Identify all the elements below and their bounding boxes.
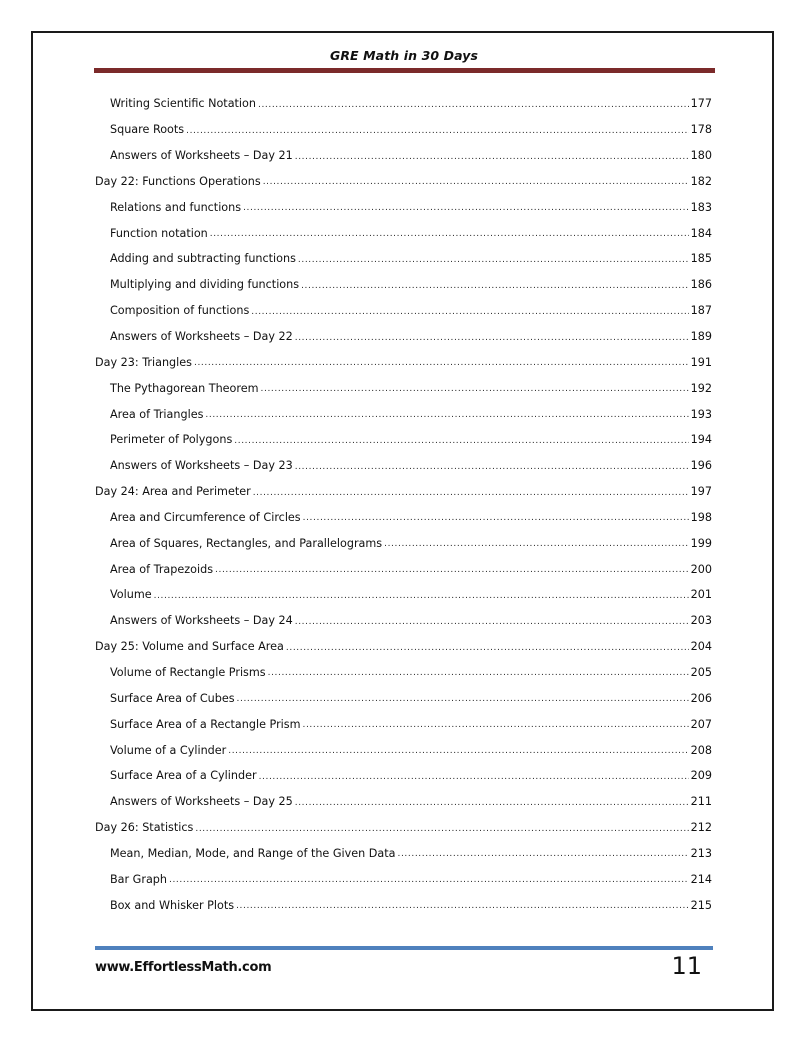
header-divider <box>94 68 715 73</box>
toc-entry-title: Square Roots <box>110 123 185 137</box>
toc-entry-page: 196 <box>690 459 712 473</box>
toc-dot-leader <box>295 462 689 472</box>
toc-dot-leader <box>295 798 689 808</box>
toc-entry-page: 206 <box>690 691 712 705</box>
toc-entry-title: Writing Scientific Notation <box>110 97 256 111</box>
toc-entry-title: Day 26: Statistics <box>95 821 194 835</box>
toc-entry-title: Area and Circumference of Circles <box>110 510 301 524</box>
toc-dot-leader <box>251 307 688 317</box>
toc-chapter-entry[interactable] <box>95 634 712 660</box>
toc-entry-page: 180 <box>690 149 712 163</box>
toc-entry-page: 205 <box>690 665 712 679</box>
toc-dot-leader <box>210 229 689 239</box>
toc-section-entry[interactable] <box>95 505 712 531</box>
toc-entry-page: 208 <box>690 743 712 757</box>
toc-dot-leader <box>215 565 689 575</box>
toc-entry-page: 178 <box>690 123 712 137</box>
toc-dot-leader <box>259 772 689 782</box>
toc-dot-leader <box>298 255 689 265</box>
toc-entry-page: 197 <box>690 485 712 499</box>
footer-divider <box>95 946 713 950</box>
toc-entry-page: 185 <box>690 252 712 266</box>
toc-section-entry[interactable] <box>95 375 712 401</box>
toc-entry-page: 192 <box>690 381 712 395</box>
toc-entry-page: 209 <box>690 769 712 783</box>
toc-dot-leader <box>195 824 688 834</box>
toc-entry-page: 186 <box>690 278 712 292</box>
toc-entry-title: Day 23: Triangles <box>95 355 192 369</box>
toc-dot-leader <box>237 694 689 704</box>
toc-section-entry[interactable] <box>95 660 712 686</box>
page-number: 11 <box>671 952 702 980</box>
toc-entry-title: Function notation <box>110 226 208 240</box>
toc-section-entry[interactable] <box>95 556 712 582</box>
toc-entry-page: 193 <box>690 407 712 421</box>
toc-entry-title: Surface Area of a Rectangle Prism <box>110 717 301 731</box>
toc-entry-title: Day 22: Functions Operations <box>95 174 261 188</box>
toc-entry-title: Mean, Median, Mode, and Range of the Given Data <box>110 846 396 860</box>
toc-entry-page: 177 <box>690 97 712 111</box>
toc-entry-page: 212 <box>690 821 712 835</box>
toc-entry-title: Answers of Worksheets – Day 24 <box>110 614 293 628</box>
toc-entry-title: Bar Graph <box>110 872 168 886</box>
toc-entry-page: 204 <box>690 640 712 654</box>
toc-dot-leader <box>303 513 689 523</box>
toc-section-entry[interactable] <box>95 685 712 711</box>
toc-entry-title: Perimeter of Polygons <box>110 433 233 447</box>
toc-entry-page: 199 <box>690 536 712 550</box>
table-of-contents <box>95 91 712 918</box>
toc-entry-title: Box and Whisker Plots <box>110 898 235 912</box>
toc-dot-leader <box>186 126 689 136</box>
toc-entry-title: Surface Area of a Cylinder <box>110 769 257 783</box>
toc-entry-title: Day 25: Volume and Surface Area <box>95 640 284 654</box>
toc-entry-title: Answers of Worksheets – Day 25 <box>110 795 293 809</box>
toc-section-entry[interactable] <box>95 789 712 815</box>
toc-entry-page: 214 <box>690 872 712 886</box>
toc-dot-leader <box>236 901 689 911</box>
toc-entry-title: Adding and subtracting functions <box>110 252 296 266</box>
toc-entry-page: 198 <box>690 510 712 524</box>
toc-entry-page: 213 <box>690 846 712 860</box>
toc-section-entry[interactable] <box>95 220 712 246</box>
toc-entry-page: 183 <box>690 200 712 214</box>
toc-entry-page: 207 <box>690 717 712 731</box>
toc-dot-leader <box>295 617 689 627</box>
toc-dot-leader <box>263 177 689 187</box>
toc-section-entry[interactable] <box>95 246 712 272</box>
toc-entry-page: 189 <box>690 330 712 344</box>
toc-entry-page: 211 <box>690 795 712 809</box>
toc-entry-page: 194 <box>690 433 712 447</box>
toc-entry-title: Relations and functions <box>110 200 242 214</box>
toc-dot-leader <box>295 333 689 343</box>
toc-section-entry[interactable] <box>95 737 712 763</box>
toc-dot-leader <box>295 152 689 162</box>
toc-section-entry[interactable] <box>95 866 712 892</box>
toc-entry-title: Answers of Worksheets – Day 21 <box>110 149 293 163</box>
toc-section-entry[interactable] <box>95 194 712 220</box>
toc-entry-title: Area of Triangles <box>110 407 204 421</box>
toc-dot-leader <box>154 591 689 601</box>
toc-chapter-entry[interactable] <box>95 479 712 505</box>
toc-entry-page: 203 <box>690 614 712 628</box>
toc-section-entry[interactable] <box>95 530 712 556</box>
toc-entry-title: The Pythagorean Theorem <box>110 381 259 395</box>
toc-dot-leader <box>205 410 688 420</box>
toc-section-entry[interactable] <box>95 272 712 298</box>
toc-section-entry[interactable] <box>95 401 712 427</box>
toc-dot-leader <box>243 203 689 213</box>
toc-section-entry[interactable] <box>95 143 712 169</box>
footer-website: www.EffortlessMath.com <box>95 960 272 975</box>
toc-dot-leader <box>398 849 689 859</box>
toc-section-entry[interactable] <box>95 91 712 117</box>
toc-dot-leader <box>228 746 688 756</box>
toc-section-entry[interactable] <box>95 324 712 350</box>
toc-entry-page: 201 <box>690 588 712 602</box>
toc-section-entry[interactable] <box>95 427 712 453</box>
toc-dot-leader <box>169 875 689 885</box>
toc-section-entry[interactable] <box>95 298 712 324</box>
toc-entry-page: 215 <box>690 898 712 912</box>
toc-dot-leader <box>194 358 689 368</box>
toc-section-entry[interactable] <box>95 117 712 143</box>
toc-entry-title: Surface Area of Cubes <box>110 691 235 705</box>
toc-entry-title: Answers of Worksheets – Day 22 <box>110 330 293 344</box>
toc-entry-page: 182 <box>690 174 712 188</box>
toc-entry-title: Volume of a Cylinder <box>110 743 227 757</box>
toc-chapter-entry[interactable] <box>95 169 712 195</box>
book-title: GRE Math in 30 Days <box>329 48 479 63</box>
toc-dot-leader <box>268 668 689 678</box>
toc-entry-title: Day 24: Area and Perimeter <box>95 485 251 499</box>
toc-chapter-entry[interactable] <box>95 349 712 375</box>
toc-dot-leader <box>303 720 689 730</box>
toc-dot-leader <box>253 488 689 498</box>
toc-section-entry[interactable] <box>95 840 712 866</box>
toc-section-entry[interactable] <box>95 582 712 608</box>
toc-entry-title: Volume of Rectangle Prisms <box>110 665 266 679</box>
toc-entry-title: Area of Squares, Rectangles, and Parallelograms <box>110 536 383 550</box>
toc-entry-page: 184 <box>690 226 712 240</box>
toc-section-entry[interactable] <box>95 608 712 634</box>
toc-section-entry[interactable] <box>95 711 712 737</box>
toc-dot-leader <box>384 539 689 549</box>
toc-dot-leader <box>286 643 689 653</box>
toc-section-entry[interactable] <box>95 892 712 918</box>
toc-dot-leader <box>301 281 689 291</box>
toc-entry-page: 187 <box>690 304 712 318</box>
toc-entry-title: Multiplying and dividing functions <box>110 278 300 292</box>
toc-entry-title: Volume <box>110 588 152 602</box>
toc-entry-page: 200 <box>690 562 712 576</box>
toc-entry-title: Area of Trapezoids <box>110 562 214 576</box>
toc-entry-title: Composition of functions <box>110 304 250 318</box>
toc-dot-leader <box>258 100 689 110</box>
toc-entry-page: 191 <box>690 355 712 369</box>
toc-dot-leader <box>261 384 689 394</box>
toc-section-entry[interactable] <box>95 763 712 789</box>
toc-section-entry[interactable] <box>95 453 712 479</box>
toc-chapter-entry[interactable] <box>95 815 712 841</box>
toc-dot-leader <box>234 436 688 446</box>
toc-entry-title: Answers of Worksheets – Day 23 <box>110 459 293 473</box>
